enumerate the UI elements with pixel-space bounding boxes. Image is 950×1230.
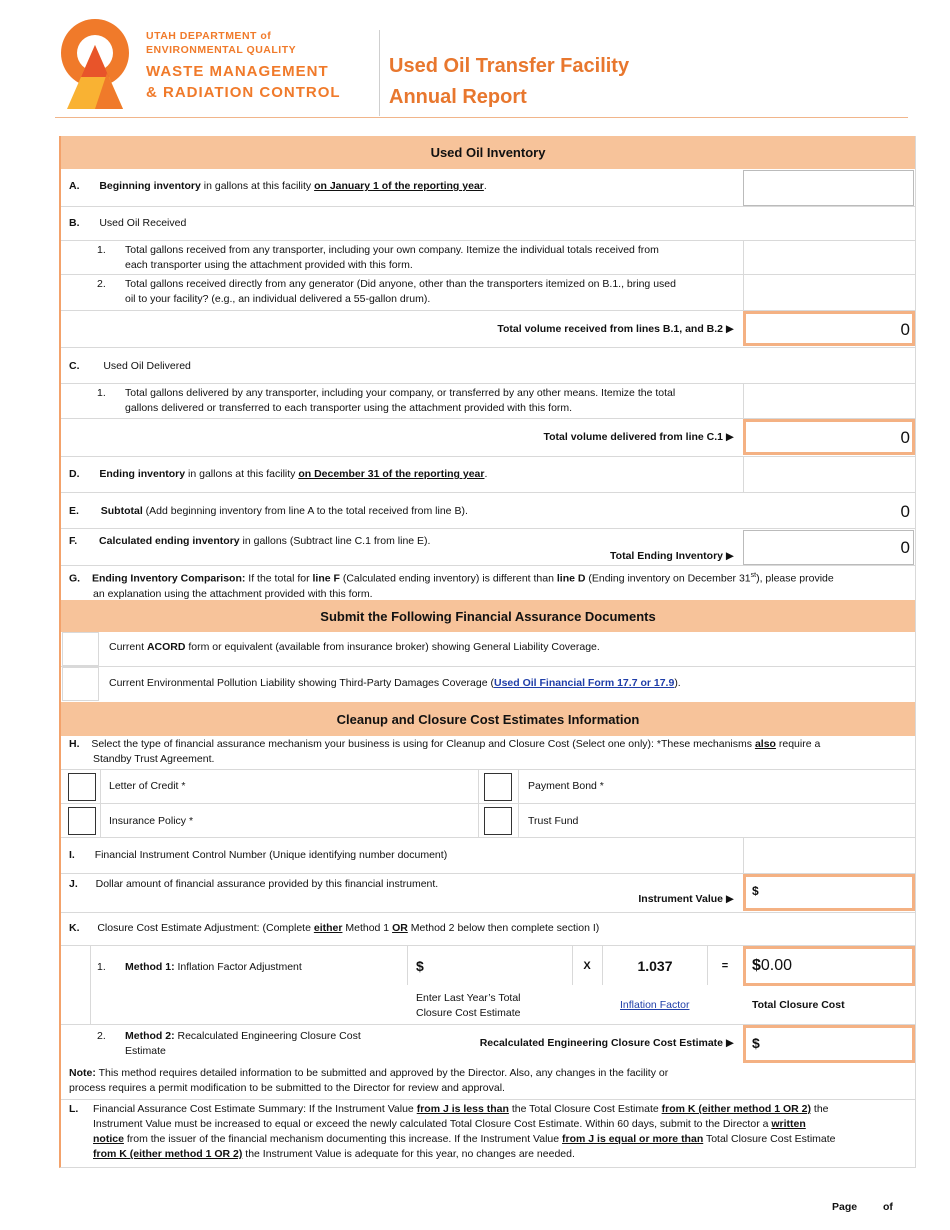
multiply-sign: X: [583, 960, 591, 972]
divider: [61, 803, 915, 804]
inflation-factor-value: 1.037: [637, 958, 673, 974]
row-i-letter: I.: [69, 849, 75, 861]
row-g-superscript: st: [750, 572, 757, 579]
letter-of-credit-checkbox[interactable]: [68, 773, 96, 801]
instrument-value-label: Instrument Value ▶: [638, 893, 734, 905]
row-k-part: Closure Cost Estimate Adjustment: (Complete: [97, 922, 314, 934]
trust-fund-checkbox[interactable]: [484, 807, 512, 835]
calculated-ending-inventory-value: 0: [900, 538, 910, 557]
recalculated-estimate-input[interactable]: [743, 1025, 915, 1063]
logo-line-4: & RADIATION CONTROL: [146, 84, 341, 101]
row-j-letter: J.: [69, 878, 78, 890]
logo-line-1: UTAH DEPARTMENT of: [146, 30, 272, 42]
total-received-value: 0: [900, 320, 910, 339]
row-l-emph: written: [771, 1118, 806, 1130]
row-l-part: Financial Assurance Cost Estimate Summary: If the Instrument Value: [93, 1103, 417, 1115]
row-k-either: either: [313, 922, 343, 934]
row-l-emph: from K (either method 1 OR 2): [661, 1103, 811, 1115]
row-l-emph: from J is equal or more than: [562, 1133, 704, 1145]
row-a-text: [69, 179, 739, 194]
row-a-date: on January 1 of the reporting year: [314, 180, 484, 192]
row-b1-line1: Total gallons received from any transporter, including your own company. Itemize the individual totals received from: [125, 244, 659, 256]
row-e-text: [69, 504, 739, 519]
doc-acord-text: [109, 640, 909, 655]
row-a-end: .: [483, 180, 487, 192]
total-ending-inventory-label: Total Ending Inventory ▶: [610, 550, 734, 562]
divider: [61, 666, 915, 667]
row-j-label: Dollar amount of financial assurance provided by this financial instrument.: [95, 878, 439, 890]
row-l-part: the Instrument Value is adequate for this year, no changes are needed.: [242, 1148, 575, 1160]
row-b1-line2: each transporter using the attachment provided with this form.: [125, 259, 413, 271]
row-l-part: Instrument Value must be increased to equal or exceed the newly calculated Total Closure Cost Estimate. Within 60 days, submit to the Director a: [93, 1118, 772, 1130]
row-l-letter: L.: [69, 1103, 79, 1115]
row-e-letter: E.: [69, 505, 79, 517]
row-f-letter: F.: [69, 535, 78, 547]
acord-form-checkbox[interactable]: [62, 632, 99, 666]
row-k-part: Method 1: [342, 922, 393, 934]
total-closure-cost-value: [752, 957, 792, 975]
divider: [61, 565, 915, 566]
header-divider: [379, 30, 380, 116]
row-b-label: Used Oil Received: [99, 217, 187, 229]
row-b2-text: [125, 277, 740, 307]
letter-of-credit-label: Letter of Credit *: [109, 780, 186, 792]
row-k-or: OR: [392, 922, 408, 934]
equals-sign: =: [721, 960, 729, 972]
method1-num: 1.: [97, 961, 106, 973]
method1-caption-1a: Enter Last Year’s Total: [416, 992, 521, 1004]
form-title-line-2: Annual Report: [389, 86, 527, 108]
divider: [61, 528, 915, 529]
last-year-closure-cost-input[interactable]: [408, 946, 571, 984]
row-l-emph: notice: [93, 1133, 124, 1145]
row-h-also: also: [754, 738, 776, 750]
total-closure-cost-amount: 0.00: [760, 957, 793, 974]
method1-caption-1: [416, 991, 521, 1021]
used-oil-financial-form-link[interactable]: Used Oil Financial Form 17.7 or 17.9: [493, 677, 675, 689]
divider: [61, 1099, 915, 1100]
row-k-letter: K.: [69, 922, 80, 934]
row-g-part: ), please provide: [756, 572, 834, 585]
doc-pollution-part: ).: [674, 677, 681, 689]
row-h-part: Select the type of financial assurance mechanism your business is using for Cleanup and Closure Cost (Select one only): *These mechanisms: [91, 738, 755, 750]
payment-bond-checkbox[interactable]: [484, 773, 512, 801]
row-e-desc: (Add beginning inventory from line A to the total received from line B).: [142, 505, 468, 517]
ending-inventory-input[interactable]: [744, 457, 914, 492]
method2-text: [125, 1029, 425, 1059]
header-rule: [55, 117, 908, 118]
row-b1-num: 1.: [97, 244, 106, 256]
payment-bond-label: Payment Bond *: [528, 780, 604, 792]
row-b-letter: B.: [69, 217, 80, 229]
total-received-label: Total volume received from lines B.1, and B.2 ▶: [497, 323, 734, 335]
form-title-line-1: Used Oil Transfer Facility: [389, 55, 630, 77]
total-delivered-label: Total volume delivered from line C.1 ▶: [543, 431, 734, 443]
row-g-letter: G.: [69, 572, 81, 585]
delivered-gallons-input[interactable]: [744, 384, 914, 417]
row-l-part: from the issuer of the financial mechanism documenting this increase. If the Instrument Value: [123, 1133, 563, 1145]
row-i-text: [69, 848, 447, 863]
row-d-label: Ending inventory: [99, 468, 186, 480]
logo-line-3: WASTE MANAGEMENT: [146, 63, 329, 80]
row-k-text: [69, 921, 599, 936]
note-label: Note:: [69, 1067, 96, 1079]
row-c-label: Used Oil Delivered: [103, 360, 191, 372]
divider: [61, 347, 915, 348]
row-l-text: [93, 1102, 908, 1162]
row-h-line2: Standby Trust Agreement.: [93, 753, 215, 765]
recalculated-estimate-dollar: $: [752, 1035, 760, 1051]
section-cleanup-closure: Cleanup and Closure Cost Estimates Information: [61, 702, 915, 736]
divider: [61, 769, 915, 770]
row-g-part: (Calculated ending inventory) is different than: [339, 572, 557, 585]
agency-logo-mark: [55, 15, 135, 113]
footer-page-label: Page: [832, 1201, 858, 1213]
logo-line-2: ENVIRONMENTAL QUALITY: [146, 44, 297, 56]
method1-desc: Inflation Factor Adjustment: [174, 961, 302, 973]
row-l-emph: from J is less than: [416, 1103, 509, 1115]
footer-of-label: of: [883, 1201, 893, 1213]
row-c1-text: [125, 386, 740, 416]
method1-text: [125, 960, 302, 975]
method2-line2: Estimate: [125, 1045, 166, 1057]
trust-fund-label: Trust Fund: [528, 815, 579, 827]
row-d-end: .: [484, 468, 488, 480]
divider: [90, 945, 91, 1024]
divider: [61, 206, 915, 207]
note-line1: This method requires detailed information to be submitted and approved by the Director. Also, any changes in the facility or: [95, 1067, 669, 1079]
method1-caption-1b: Closure Cost Estimate: [416, 1007, 521, 1019]
note-text: [69, 1066, 909, 1096]
row-h-text: [69, 737, 909, 767]
method2-desc: Recalculated Engineering Closure Cost: [174, 1030, 361, 1042]
beginning-inventory-input[interactable]: [743, 170, 914, 206]
row-g-line-d: line D: [556, 572, 586, 585]
row-c1-num: 1.: [97, 387, 106, 399]
row-h-part: require a: [775, 738, 821, 750]
received-from-transporters-input[interactable]: [744, 241, 914, 274]
row-b2-line2: oil to your facility? (e.g., an individual delivered a 55-gallon drum).: [125, 293, 431, 305]
total-delivered-value: 0: [900, 428, 910, 447]
divider: [61, 912, 915, 913]
insurance-policy-checkbox[interactable]: [68, 807, 96, 835]
doc-pollution-part: Current Environmental Pollution Liability showing Third-Party Damages Coverage (: [109, 677, 494, 689]
row-b2-line1: Total gallons received directly from any generator (Did anyone, other than the transporters itemized on B.1., bring used: [125, 278, 676, 290]
doc-pollution-text: [109, 676, 909, 691]
row-a-label: Beginning inventory: [99, 180, 201, 192]
section-financial-assurance-documents: Submit the Following Financial Assurance Documents: [61, 600, 915, 632]
row-h-letter: H.: [69, 738, 80, 750]
row-c-text: [69, 359, 191, 374]
control-number-input[interactable]: [744, 838, 914, 872]
method2-num: 2.: [97, 1030, 106, 1042]
row-g-part: (Ending inventory on December 31: [585, 572, 751, 585]
row-j-text: [69, 877, 438, 892]
row-b-text: [69, 216, 186, 231]
total-closure-cost-sign: $: [752, 957, 761, 974]
total-closure-cost-caption: Total Closure Cost: [752, 999, 845, 1011]
pollution-liability-checkbox[interactable]: [62, 667, 99, 701]
doc-acord-bold: ACORD: [146, 641, 186, 653]
row-d-date: on December 31 of the reporting year: [298, 468, 485, 480]
row-f-text: [69, 534, 739, 549]
row-b2-num: 2.: [97, 278, 106, 290]
row-d-text: [69, 467, 739, 482]
doc-acord-part: Current: [109, 641, 147, 653]
row-c1-line2: gallons delivered or transferred to each transporter using the attachment provided with this form.: [125, 402, 573, 414]
inflation-factor-link[interactable]: Inflation Factor: [620, 999, 690, 1011]
row-g-part: If the total for: [245, 572, 313, 585]
row-f-label: Calculated ending inventory: [99, 535, 240, 547]
instrument-value-input[interactable]: [743, 874, 915, 911]
row-b1-text: [125, 243, 740, 273]
row-l-part: Total Closure Cost Estimate: [703, 1133, 836, 1145]
section-used-oil-inventory: Used Oil Inventory: [61, 136, 915, 169]
recalculated-estimate-label: Recalculated Engineering Closure Cost Estimate ▶: [479, 1037, 734, 1049]
row-e-label: Subtotal: [100, 505, 143, 517]
instrument-value-dollar: $: [752, 884, 759, 898]
subtotal-value[interactable]: 0: [900, 502, 910, 521]
row-i-label: Financial Instrument Control Number (Unique identifying number document): [94, 849, 448, 861]
insurance-policy-label: Insurance Policy *: [109, 815, 194, 827]
row-g-line-f: line F: [312, 572, 340, 585]
row-k-part: Method 2 below then complete section I): [407, 922, 600, 934]
row-c1-line1: Total gallons delivered by any transporter, including your company, or transferred by any other means. Itemize the total: [125, 387, 676, 399]
row-d-letter: D.: [69, 468, 80, 480]
row-a-letter: A.: [69, 180, 80, 192]
row-c-letter: C.: [69, 360, 80, 372]
row-g-text: [69, 568, 909, 602]
row-g-line2: an explanation using the attachment provided with this form.: [93, 587, 373, 600]
row-g-label: Ending Inventory Comparison:: [91, 572, 246, 585]
method1-dollar: $: [416, 958, 424, 974]
row-a-desc: in gallons at this facility: [200, 180, 315, 192]
divider: [61, 492, 915, 493]
row-l-emph: from K (either method 1 OR 2): [93, 1148, 243, 1160]
row-l-part: the Total Closure Cost Estimate: [508, 1103, 662, 1115]
received-from-generators-input[interactable]: [744, 275, 914, 309]
doc-acord-part: form or equivalent (available from insurance broker) showing General Liability Coverage.: [185, 641, 600, 653]
method1-label: Method 1:: [125, 961, 175, 973]
row-d-desc: in gallons at this facility: [185, 468, 299, 480]
note-line2: process requires a permit modification to be submitted to the Director for review and approval.: [69, 1082, 505, 1094]
method2-label: Method 2:: [125, 1030, 175, 1042]
row-f-desc: in gallons (Subtract line C.1 from line E).: [239, 535, 431, 547]
row-l-part: the: [810, 1103, 829, 1115]
